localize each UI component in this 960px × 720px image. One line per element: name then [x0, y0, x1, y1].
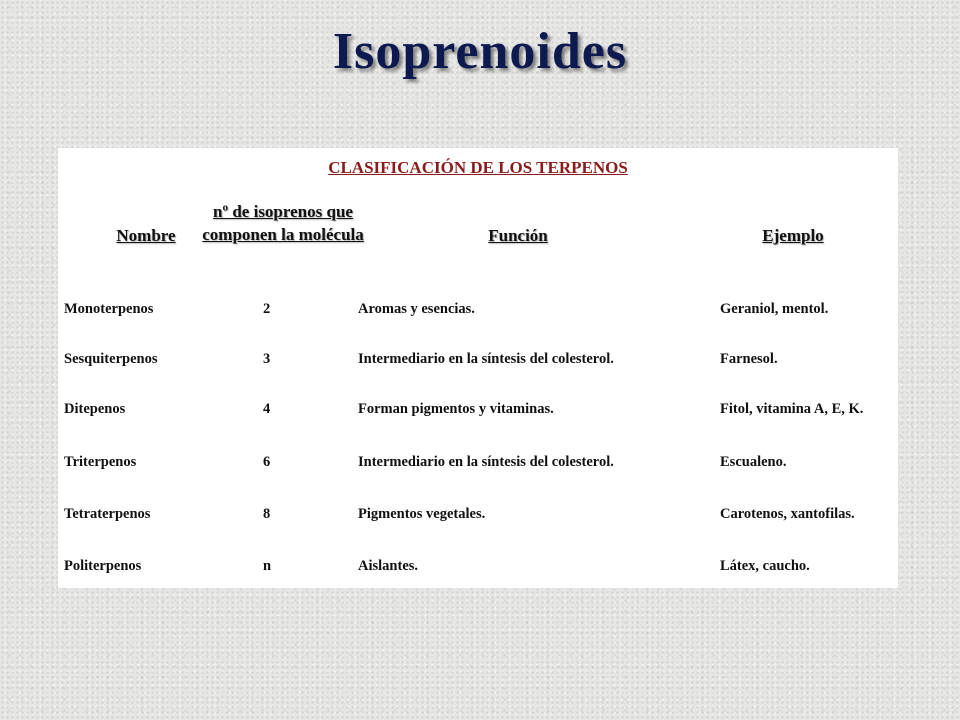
cell-numero: 3 — [263, 350, 271, 367]
cell-nombre: Sesquiterpenos — [64, 350, 158, 367]
table-row — [58, 384, 898, 434]
cell-numero: n — [263, 557, 272, 574]
cell-nombre: Triterpenos — [64, 453, 137, 470]
table-row — [58, 437, 898, 487]
cell-nombre: Ditepenos — [64, 400, 126, 417]
cell-funcion: Intermediario en la síntesis del colesterol. — [358, 350, 614, 367]
table-row — [58, 541, 898, 591]
cell-ejemplo: Escualeno. — [720, 453, 787, 470]
cell-ejemplo: Geraniol, mentol. — [720, 300, 829, 317]
column-header-isoprene-count: nº de isoprenos que componen la molécula — [202, 202, 364, 244]
column-header-nombre: Nombre — [116, 226, 176, 245]
cell-numero: 2 — [263, 300, 271, 317]
cell-funcion: Aislantes. — [358, 557, 419, 574]
column-header-ejemplo: Ejemplo — [762, 226, 824, 245]
cell-nombre: Politerpenos — [64, 557, 142, 574]
cell-nombre: Tetraterpenos — [64, 505, 151, 522]
table-row — [58, 334, 898, 384]
cell-numero: 6 — [263, 453, 271, 470]
cell-ejemplo: Látex, caucho. — [720, 557, 810, 574]
cell-ejemplo: Farnesol. — [720, 350, 778, 367]
table-row — [58, 284, 898, 334]
column-header-funcion: Función — [488, 226, 548, 245]
cell-ejemplo: Fitol, vitamina A, E, K. — [720, 400, 864, 417]
cell-numero: 8 — [263, 505, 271, 522]
cell-numero: 4 — [263, 400, 271, 417]
cell-ejemplo: Carotenos, xantofilas. — [720, 505, 855, 522]
cell-funcion: Forman pigmentos y vitaminas. — [358, 400, 554, 417]
cell-funcion: Aromas y esencias. — [358, 300, 475, 317]
table-caption: CLASIFICACIÓN DE LOS TERPENOS — [328, 158, 628, 177]
terpenes-table — [58, 148, 898, 588]
cell-funcion: Intermediario en la síntesis del colesterol. — [358, 453, 614, 470]
cell-funcion: Pigmentos vegetales. — [358, 505, 486, 522]
table-row — [58, 489, 898, 539]
cell-nombre: Monoterpenos — [64, 300, 154, 317]
slide-title: Isoprenoides — [332, 23, 628, 80]
